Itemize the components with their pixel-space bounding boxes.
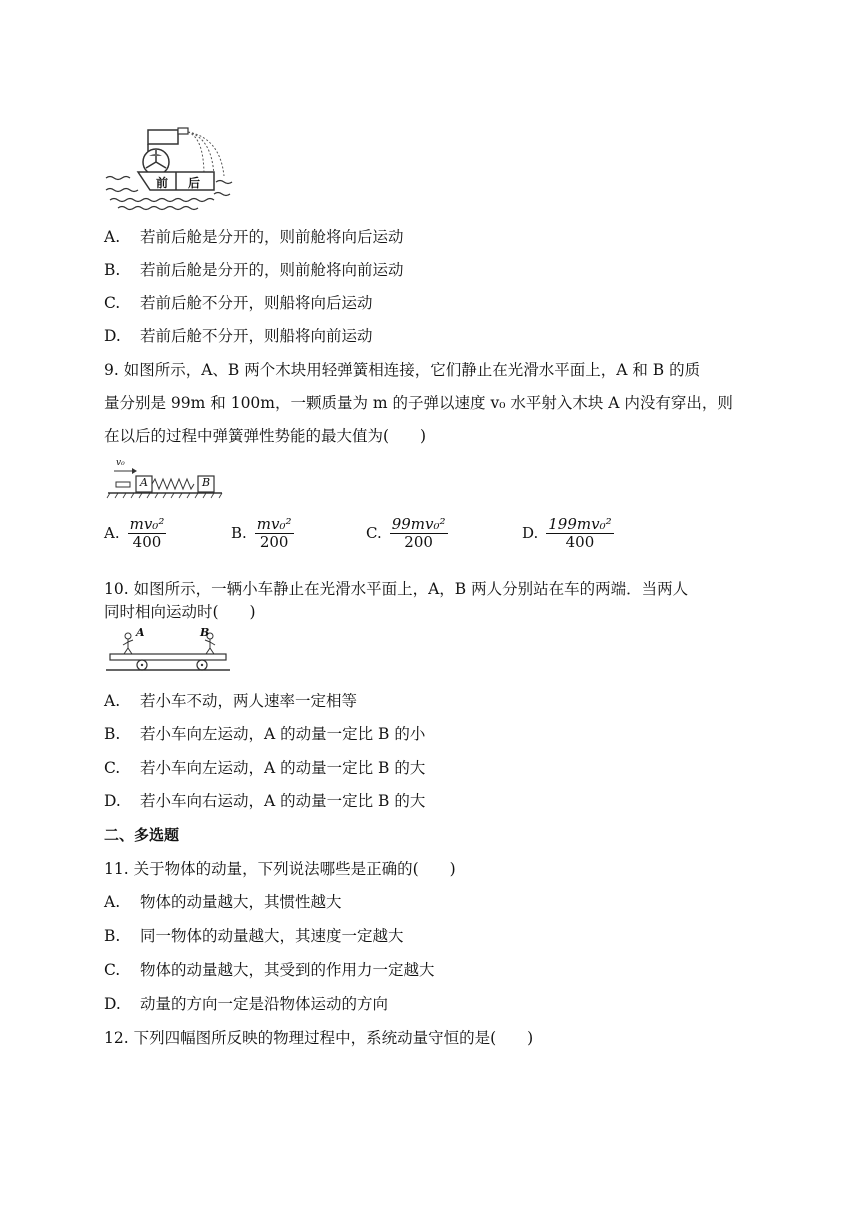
q11-option-b: B. 同一物体的动量越大，其速度一定越大 <box>104 927 404 945</box>
q10-option-b: B. 若小车向左运动，A 的动量一定比 B 的小 <box>104 725 426 743</box>
boat-diagram <box>104 126 239 216</box>
q9-option-c-fraction: $\frac{\text{99mv₀²}}{200}$ <box>391 514 446 551</box>
q11-stem: 11. 关于物体的动量，下列说法哪些是正确的( ) <box>104 860 456 878</box>
q10-stem-line1: 10. 如图所示，一辆小车静止在光滑水平面上，A，B 两人分别站在车的两端．当两人 <box>104 580 689 598</box>
q9-option-b: B. $\frac{\text{mv₀²}}{200}$ <box>231 514 292 551</box>
cart-diagram <box>104 628 232 674</box>
q8-option-b: B. 若前后舱是分开的，则前舱将向前运动 <box>104 261 404 279</box>
figure-cart <box>104 628 232 674</box>
q10-option-c: C. 若小车向左运动，A 的动量一定比 B 的大 <box>104 759 426 777</box>
q9-option-a: A. $\frac{\text{mv₀²}}{400}$ <box>104 514 165 551</box>
q11-option-a: A. 物体的动量越大，其惯性越大 <box>104 893 342 911</box>
fig-block-a-label: A <box>140 476 148 489</box>
q9-option-d-fraction: $\frac{\text{199mv₀²}}{400}$ <box>548 514 612 551</box>
q9-option-c: C. $\frac{\text{99mv₀²}}{200}$ <box>366 514 446 551</box>
q11-option-c: C. 物体的动量越大，其受到的作用力一定越大 <box>104 961 435 979</box>
q9-options <box>104 510 724 558</box>
q10-option-a: A. 若小车不动，两人速率一定相等 <box>104 692 358 710</box>
q11-option-d: D. 动量的方向一定是沿物体运动的方向 <box>104 995 389 1013</box>
q9-stem-line3: 在以后的过程中弹簧弹性势能的最大值为( ) <box>104 427 427 445</box>
q9-stem-line2: 量分别是 99m 和 100m，一颗质量为 m 的子弹以速度 v₀ 水平射入木块 A 内没有穿出，则 <box>104 394 733 412</box>
fig-person-b-label: B <box>200 626 210 639</box>
q10-stem-line2: 同时相向运动时( ) <box>104 603 256 621</box>
fig-v0-label: v₀ <box>116 458 125 468</box>
boat-back-label: 后 <box>188 176 201 190</box>
q8-option-a: A. 若前后舱是分开的，则前舱将向后运动 <box>104 228 404 246</box>
q9-stem-line1: 9. 如图所示，A、B 两个木块用轻弹簧相连接，它们静止在光滑水平面上，A 和 B 的质 <box>104 361 701 379</box>
boat-front-label: 前 <box>156 176 169 190</box>
q9-option-a-fraction: $\frac{\text{mv₀²}}{400}$ <box>129 514 165 551</box>
q8-option-c: C. 若前后舱不分开，则船将向后运动 <box>104 294 373 312</box>
fig-person-a-label: A <box>136 626 145 639</box>
q8-option-d: D. 若前后舱不分开，则船将向前运动 <box>104 327 373 345</box>
figure-boat <box>104 126 239 216</box>
q10-option-d: D. 若小车向右运动，A 的动量一定比 B 的大 <box>104 792 426 810</box>
section-title-multiple-choice: 二、多选题 <box>104 826 180 844</box>
fig-block-b-label: B <box>202 476 211 489</box>
q9-option-b-fraction: $\frac{\text{mv₀²}}{200}$ <box>256 514 292 551</box>
figure-spring-blocks <box>104 460 226 500</box>
q9-option-d: D. $\frac{\text{199mv₀²}}{400}$ <box>522 514 612 551</box>
q12-stem: 12. 下列四幅图所反映的物理过程中，系统动量守恒的是( ) <box>104 1029 534 1047</box>
